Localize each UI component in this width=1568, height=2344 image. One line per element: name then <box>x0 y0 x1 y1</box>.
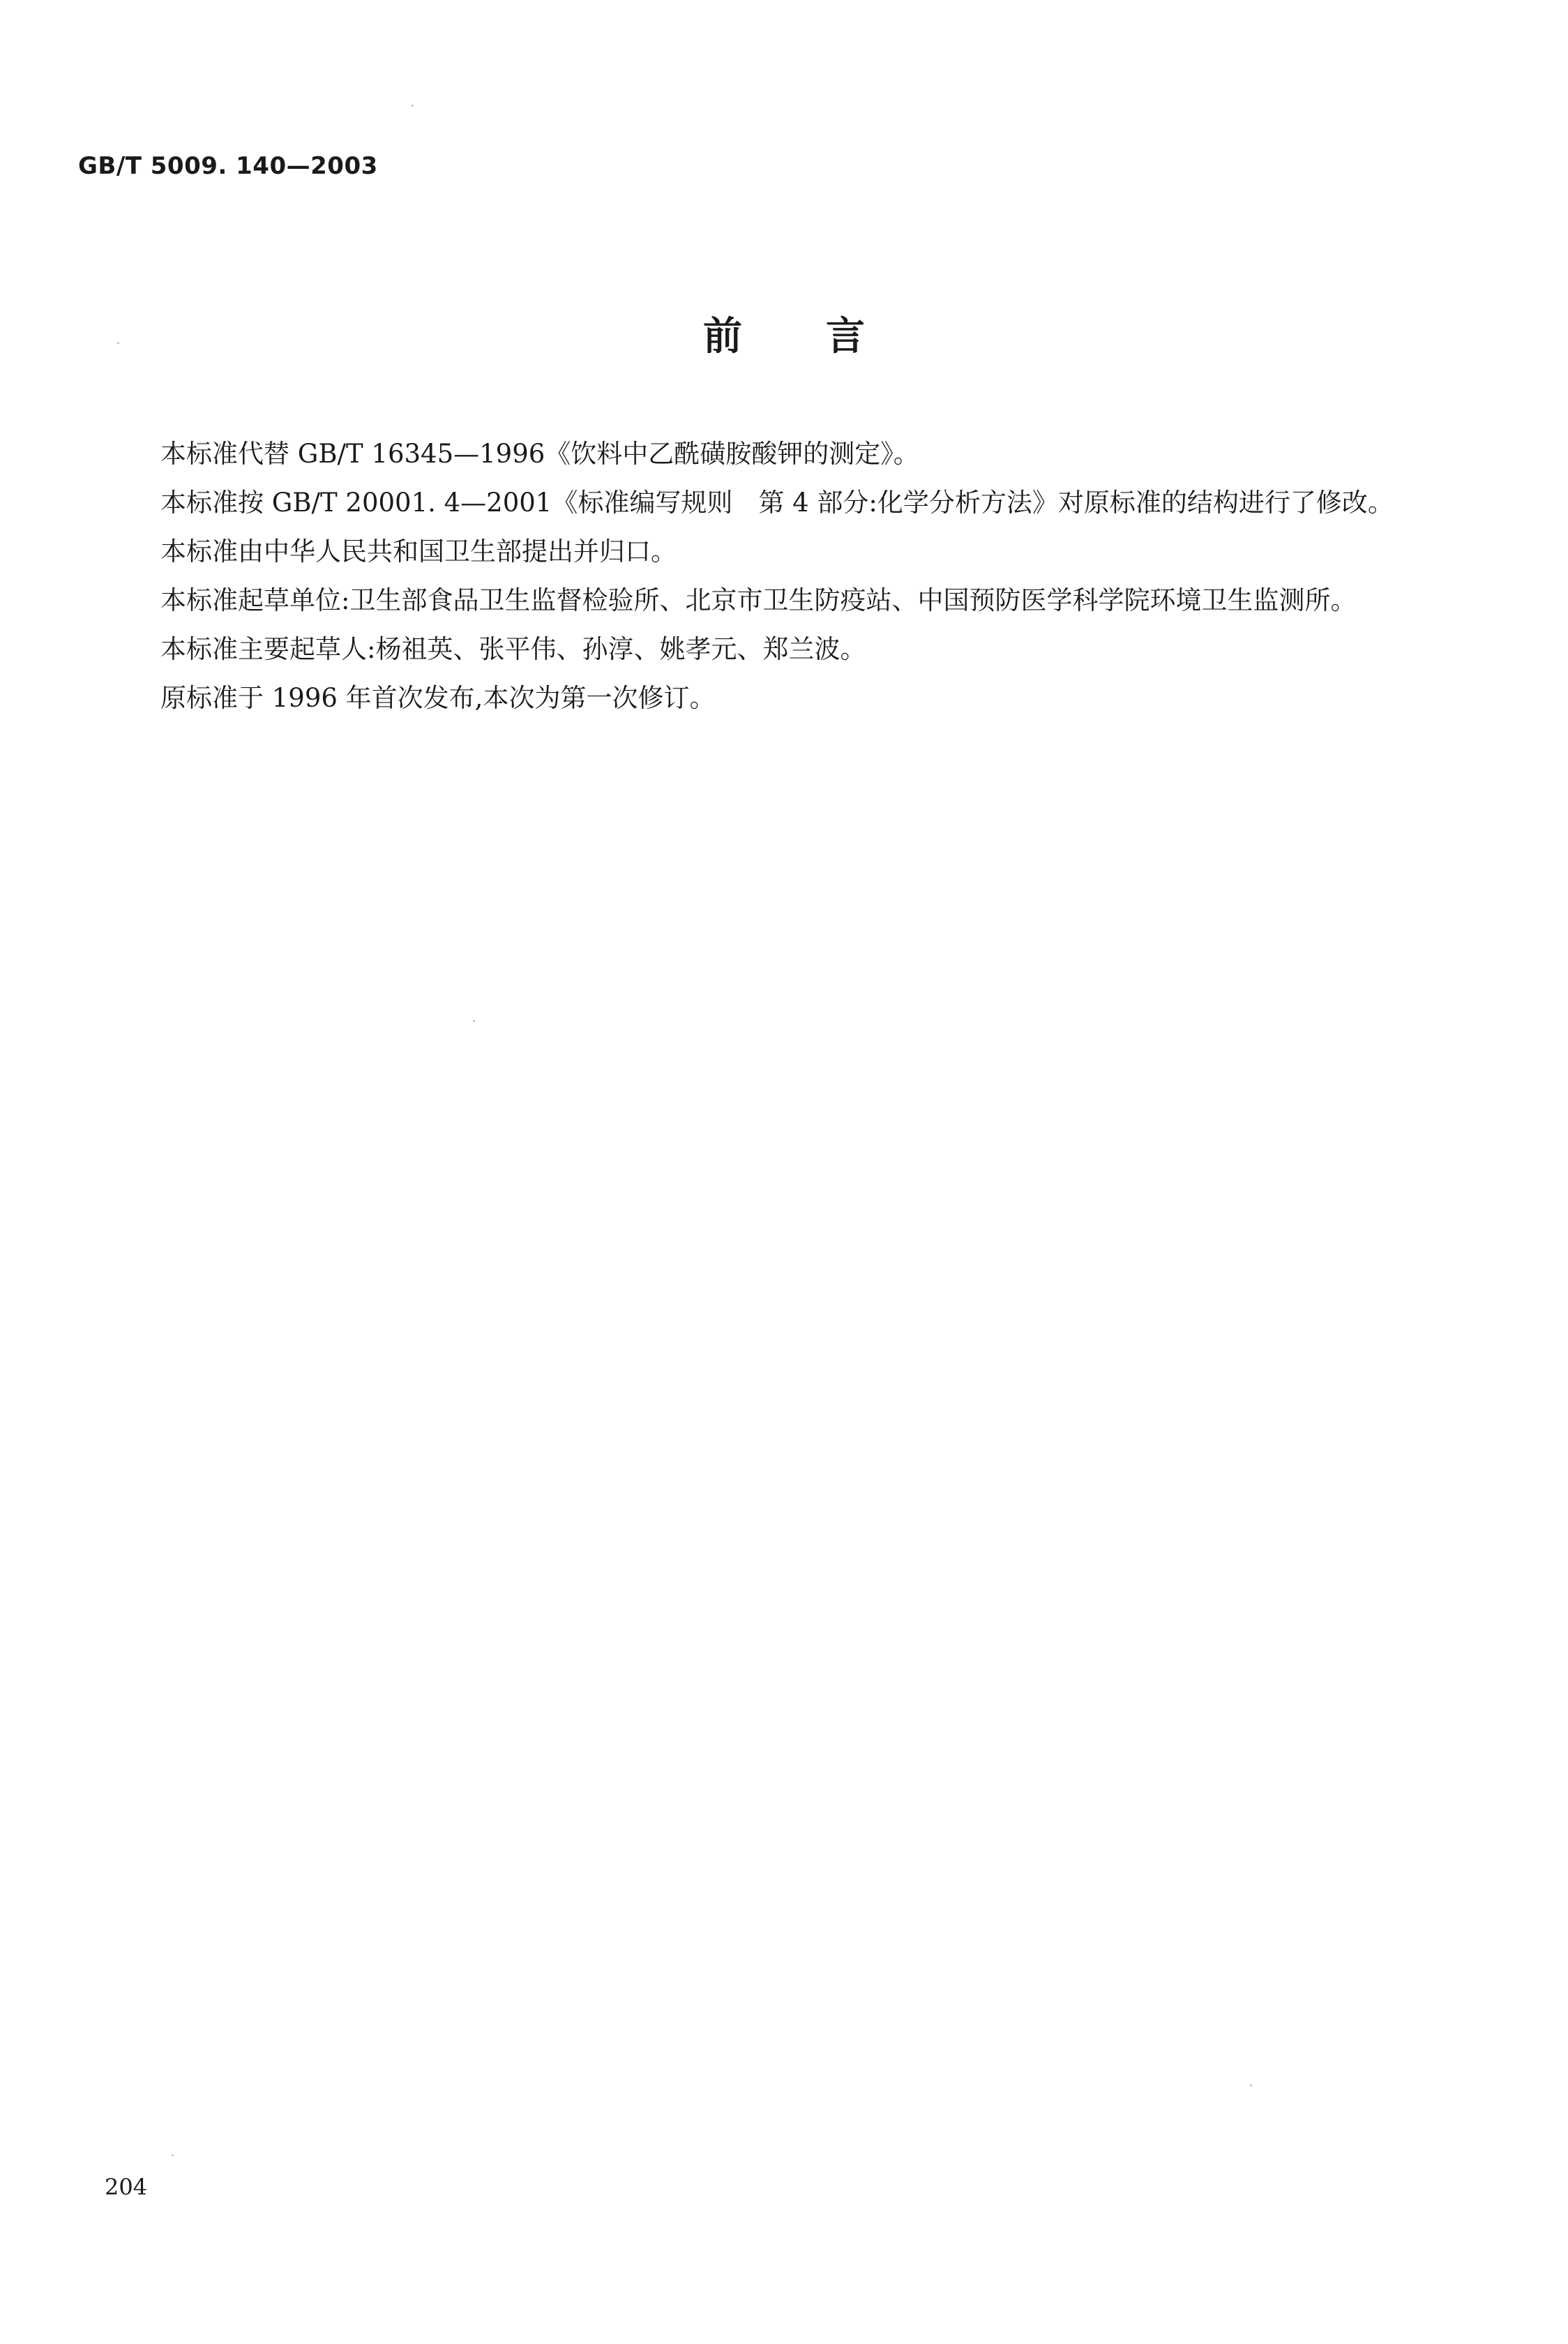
section-title-foreword: 前言 <box>703 314 949 359</box>
foreword-body <box>78 434 1466 727</box>
paragraph-drafting-rules: 本标准按 GB/T 20001. 4—2001《标准编写规则 第 4 部分:化学分析方法》对原标准的结构进行了修改。 <box>160 488 1394 518</box>
paragraph-revision-history: 原标准于 1996 年首次发布,本次为第一次修订。 <box>160 683 716 713</box>
scan-speck <box>412 105 414 107</box>
paragraph-proposed-by: 本标准由中华人民共和国卫生部提出并归口。 <box>160 536 677 566</box>
paragraph-main-drafters: 本标准主要起草人:杨祖英、张平伟、孙淳、姚孝元、郑兰波。 <box>160 634 866 664</box>
paragraph-drafting-units: 本标准起草单位:卫生部食品卫生监督检验所、北京市卫生防疫站、中国预防医学科学院环境卫生监测所。 <box>160 585 1357 615</box>
scan-speck <box>117 342 119 344</box>
scan-speck <box>172 2154 174 2156</box>
standard-number-header: GB/T 5009. 140—2003 <box>78 152 378 180</box>
page-number: 204 <box>105 2174 148 2200</box>
scan-speck <box>473 1020 475 1022</box>
scan-speck <box>1250 2084 1252 2087</box>
paragraph-replaces-standard: 本标准代替 GB/T 16345—1996《饮料中乙酰磺胺酸钾的测定》。 <box>160 439 919 469</box>
